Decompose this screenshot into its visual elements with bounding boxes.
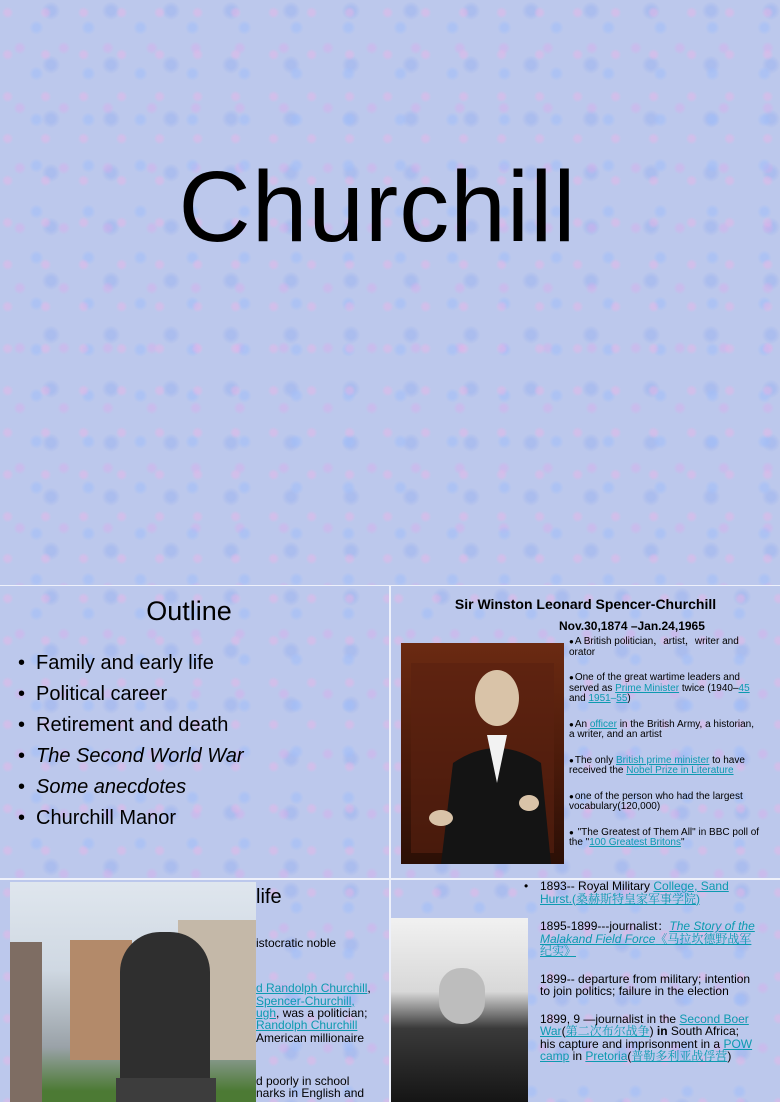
family-slide xyxy=(0,880,389,1102)
fact-item: ● A British politician，artist，writer and orator xyxy=(569,637,761,658)
greatest-britons-link[interactable]: 100 Greatest Britons xyxy=(589,837,681,848)
sandhurst-link[interactable]: College, Sand Hurst xyxy=(540,880,729,906)
pretoria-link[interactable]: Pretoria xyxy=(585,1049,628,1063)
outline-item: • Family and early life xyxy=(18,648,244,679)
slide-title: Churchill xyxy=(178,151,577,263)
malakand-book-link[interactable]: The Story of the Malakand Field Force xyxy=(540,919,755,946)
outline-item: • Churchill Manor xyxy=(18,803,244,834)
year-link[interactable]: 1951 xyxy=(588,693,611,704)
malakand-book-link[interactable]: 《马拉坎德野战军纪实》 xyxy=(540,931,752,958)
outline-heading: Outline xyxy=(146,596,232,626)
year-link[interactable]: 55 xyxy=(616,693,628,704)
portrait-figure xyxy=(401,643,564,864)
young-churchill-image xyxy=(391,918,528,1102)
churchill-portrait-image xyxy=(401,643,564,864)
british-prime-minister-link[interactable]: British prime minister xyxy=(615,754,710,766)
career-item: 1895-1899---journalist：The Story of the Malakand Field Force《马拉坎德野战军纪实》 xyxy=(540,919,755,958)
fact-item: ● The only British prime minister to have received the Nobel Prize in Literature xyxy=(569,756,761,777)
marlborough-link[interactable]: ugh xyxy=(256,1006,277,1020)
career-list xyxy=(524,880,756,1078)
spencer-churchill-link[interactable]: Spencer-Churchill, xyxy=(256,994,355,1008)
prime-minister-link[interactable]: Prime Minister xyxy=(615,682,680,694)
fact-item: ● one of the person who had the largest vocabulary(120,000) xyxy=(569,792,761,813)
churchill-statue-image xyxy=(10,882,256,1102)
statue xyxy=(120,932,210,1087)
text-fragment: narks in English and xyxy=(256,1086,365,1100)
sandhurst-link[interactable]: .(桑赫斯特皇家军事学院) xyxy=(568,891,700,906)
bio-slide xyxy=(391,586,780,878)
pretoria-link[interactable]: 普勒多利亚战俘营 xyxy=(631,1049,728,1063)
boer-war-link[interactable]: 第二次布尔战争 xyxy=(565,1024,650,1038)
bio-facts xyxy=(569,637,761,864)
bio-name: Sir Winston Leonard Spencer-Churchill xyxy=(454,596,717,612)
boer-war-link[interactable]: Second Boer War xyxy=(540,1011,749,1038)
outline-item: • Some anecdotes xyxy=(18,772,244,803)
outline-item: • Political career xyxy=(18,679,244,710)
text-fragment: d poorly in school xyxy=(256,1074,350,1088)
fact-item: ● One of the great wartime leaders and served as Prime Minister twice (1940–45 and 1951–55) xyxy=(569,673,761,705)
text-fragment: ugh, was a politician; xyxy=(256,1006,368,1020)
statue-pedestal xyxy=(116,1078,216,1102)
text-fragment: d Randolph Churchill, xyxy=(256,981,371,995)
outline-list xyxy=(18,648,244,834)
career-item: • 1893-- Royal Military College, Sand Hurst.(桑赫斯特皇家军事学院) xyxy=(524,880,756,905)
text-fragment: American millionaire xyxy=(256,1031,365,1045)
career-item: 1899-- departure from military; intention to join politics; failure in the election xyxy=(540,971,751,998)
pow-camp-link[interactable]: POW camp xyxy=(540,1036,753,1063)
outline-slide xyxy=(0,586,389,878)
officer-link[interactable]: officer xyxy=(589,718,617,730)
outline-item: • Retirement and death xyxy=(18,710,244,741)
randolph-churchill-link[interactable]: Randolph Churchill xyxy=(256,1018,358,1032)
fact-item: ● "The Greatest of Them All" in BBC poll of the "100 Greatest Britons" xyxy=(569,828,761,849)
career-item: 1899, 9 —journalist in the Second Boer War(第二次布尔战争) in South Africa; his capture and imprisonment in a POW camp in Pretoria(普勒多利亚战俘营) xyxy=(540,1011,753,1063)
year-link[interactable]: 45 xyxy=(738,682,750,694)
text-fragment: istocratic noble xyxy=(256,936,337,950)
outline-item: • The Second World War xyxy=(18,741,244,772)
career-slide xyxy=(391,880,780,1102)
building xyxy=(10,942,42,1102)
fact-item: ● An officer in the British Army, a historian, a writer, and an artist xyxy=(569,720,761,741)
bio-dates: Nov.30,1874 –Jan.24,1965 xyxy=(559,619,705,633)
family-heading: life xyxy=(256,886,282,908)
nobel-prize-link[interactable]: Nobel Prize in Literature xyxy=(626,765,734,776)
portrait-face xyxy=(439,968,485,1024)
randolph-churchill-link[interactable]: d Randolph Churchill xyxy=(256,981,368,995)
